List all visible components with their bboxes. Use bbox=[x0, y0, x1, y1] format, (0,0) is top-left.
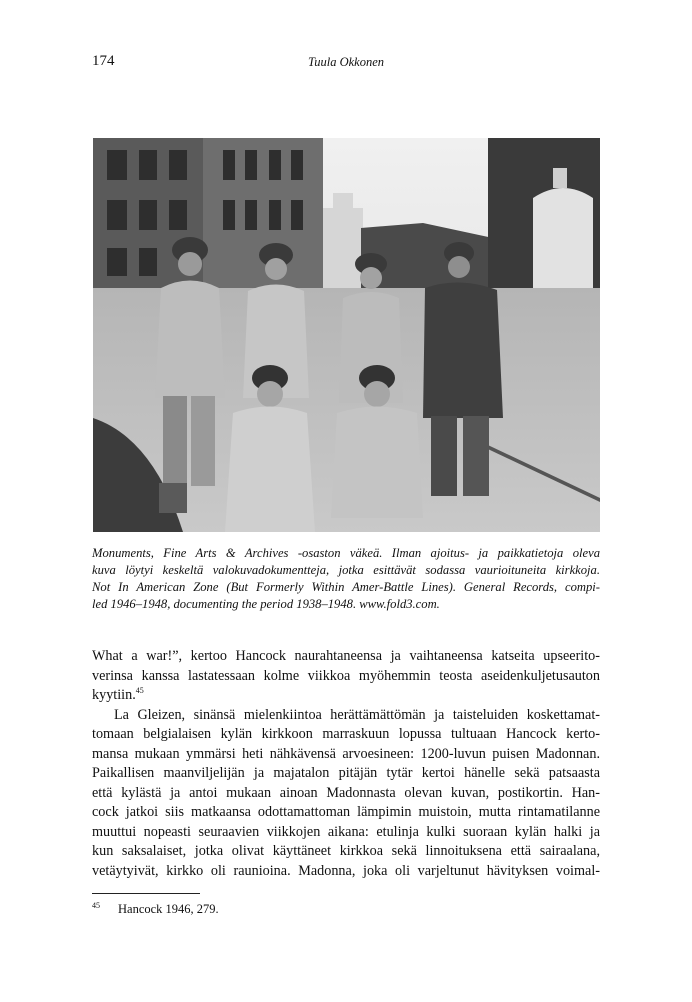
caption-line: Not In American Zone (But Formerly Within Amer-Battle Lines). General Records, compi- bbox=[92, 580, 600, 594]
body-line: verinsa kanssa lastatessaan kolme viikkoa myöhemmin teosta aseidenkuljetusauton bbox=[92, 667, 600, 684]
footnote bbox=[92, 901, 219, 917]
caption-line: kuva löytyi keskeltä valokuvadokumentteja, jotka esittävät sodassa vaurioituneita kirkkoja. bbox=[92, 563, 600, 577]
body-line: What a war!”, kertoo Hancock naurahtaneensa ja vaihtaneensa katseita upseerito- bbox=[92, 648, 600, 664]
caption-line: Monuments, Fine Arts & Archives -osaston väkeä. Ilman ajoitus- ja paikkatietoja oleva bbox=[92, 546, 600, 560]
body-line-text: kyytiin. bbox=[92, 687, 136, 703]
footnote-number: 45 bbox=[92, 901, 100, 910]
page-number: 174 bbox=[92, 53, 115, 69]
caption-line: led 1946–1948, documenting the period 1938–1948. www.fold3.com. bbox=[92, 597, 440, 611]
body-line: muuttui nopeasti seuraavien viikkojen aikana: etulinja kulki suoraan kylän halki ja bbox=[92, 823, 600, 840]
footnote-text: Hancock 1946, 279. bbox=[118, 902, 219, 916]
body-line: mansa mukaan ymmärsi heti nähkävensä arvoesineen: 1200-luvun puisen Madonnan. bbox=[92, 745, 600, 762]
body-line: cock jatkoi siis matkaansa odottamattoman lämpimin muistoin, mutta rintamatilanne bbox=[92, 804, 600, 820]
body-line: vetäytyivät, kirkko oli raunioina. Madonna, joka oli varjeltunut hävityksen voimal- bbox=[92, 862, 600, 879]
body-line: kun saksalaiset, jotka olivat käyttäneet kirkkoa sekä linnoituksena että sairaalana, bbox=[92, 843, 600, 859]
body-text bbox=[92, 647, 600, 881]
footnote-reference[interactable]: 45 bbox=[135, 686, 144, 695]
body-line: Paikallisen maanviljelijän ja majatalon pitäjän tytär kertoi hänelle sekä patsaasta bbox=[92, 765, 600, 781]
body-line: La Gleizen, sinänsä mielenkiintoa herättämättömän ja taisteluiden koskettamat- bbox=[114, 706, 600, 723]
body-line: että kylästä ja antoi mukaan ainoan Madonnasta olevan kuvan, postikortin. Han- bbox=[92, 784, 600, 801]
footnote-divider bbox=[92, 893, 200, 894]
body-line bbox=[92, 686, 600, 706]
running-head: Tuula Okkonen bbox=[307, 55, 385, 69]
figure-caption bbox=[92, 545, 600, 613]
body-line: tomaan belgialaisen kylän kirkkoon marraskuun lopussa tultuaan Hancock kerto- bbox=[92, 726, 600, 742]
archival-photograph bbox=[93, 138, 600, 532]
